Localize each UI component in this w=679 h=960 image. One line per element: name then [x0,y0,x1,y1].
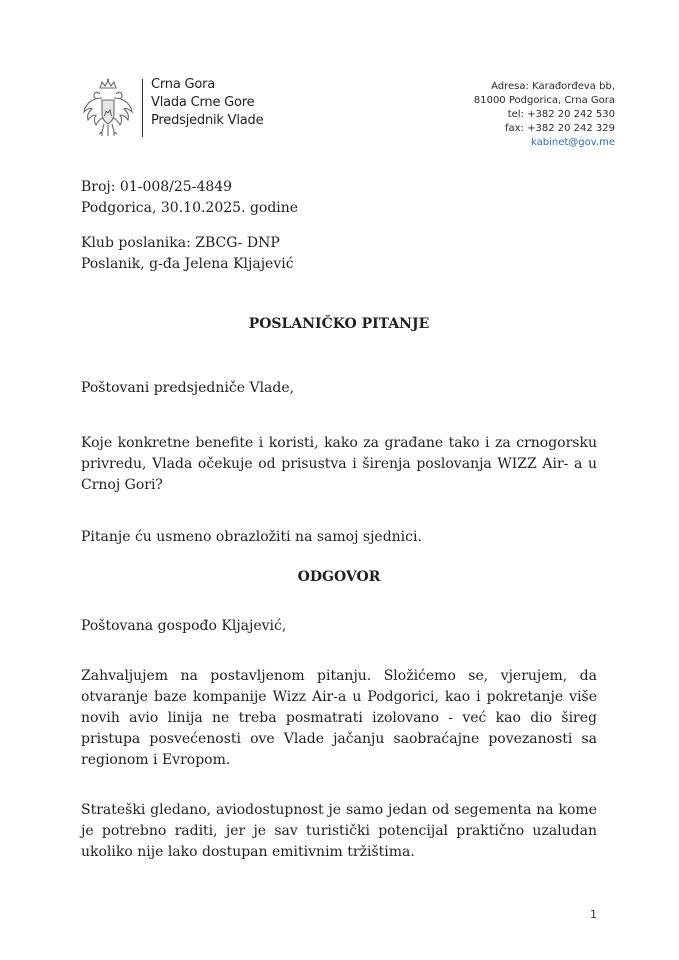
reference-number: Broj: 01-008/25-4849 [81,179,233,195]
mp-name: Poslanik, g-đa Jelena Kljajević [81,256,294,272]
answer-paragraph-2: Strateški gledano, aviodostupnost je samo jedan od segementa na kome je potrebno raditi, jer je sav turistički potencijal praktično uzaludan ukoliko nije lako dostupan emitivnim tržištima. [81,802,597,860]
institution-line: Vlada Crne Gore [151,95,255,110]
page-number: 1 [590,908,597,921]
question-title: POSLANIČKO PITANJE [248,316,430,332]
institution-name [151,76,263,130]
contact-info [474,80,615,150]
phone-line: tel: +382 20 242 530 [507,109,615,120]
letterhead-divider [142,79,143,137]
answer-salutation: Poštovana gospođo Kljajević, [81,618,287,634]
reference-block [81,177,298,219]
question-note: Pitanje ću usmeno obrazložiti na samoj sjednici. [81,529,422,545]
address-line: 81000 Podgorica, Crna Gora [473,95,615,106]
answer-title: ODGOVOR [297,569,381,585]
fax-line: fax: +382 20 242 329 [504,123,615,134]
letterhead [80,76,263,140]
institution-line: Crna Gora [151,77,216,92]
answer-paragraph-1: Zahvaljujem na postavljenom pitanju. Složićemo se, vjerujem, da otvaranje baze kompanije Wizz Air-a u Podgorici, kao i pokretanje više novih avio linija ne treba posmatrati izolovano - već kao dio šireg pristupa posvećenosti ove Vlade jačanju saobraćajne povezanosti sa regionom i Evropom. [81,668,597,768]
email-link[interactable]: kabinet@gov.me [531,137,615,148]
institution-line: Predsjednik Vlade [151,113,264,128]
document-date: Podgorica, 30.10.2025. godine [81,200,299,216]
address-line: Adresa: Karađorđeva bb, [491,81,615,92]
recipient-block [81,233,294,275]
coat-of-arms-icon [80,78,136,140]
question-text: Koje konkretne benefite i koristi, kako za građane tako i za crnogorsku privredu, Vlada očekuje od prisustva i širenja poslovanja WIZZ Air- a u Crnoj Gori? [81,435,597,493]
question-salutation: Poštovani predsjedniče Vlade, [81,380,295,396]
parliamentary-club: Klub poslanika: ZBCG- DNP [81,235,280,251]
